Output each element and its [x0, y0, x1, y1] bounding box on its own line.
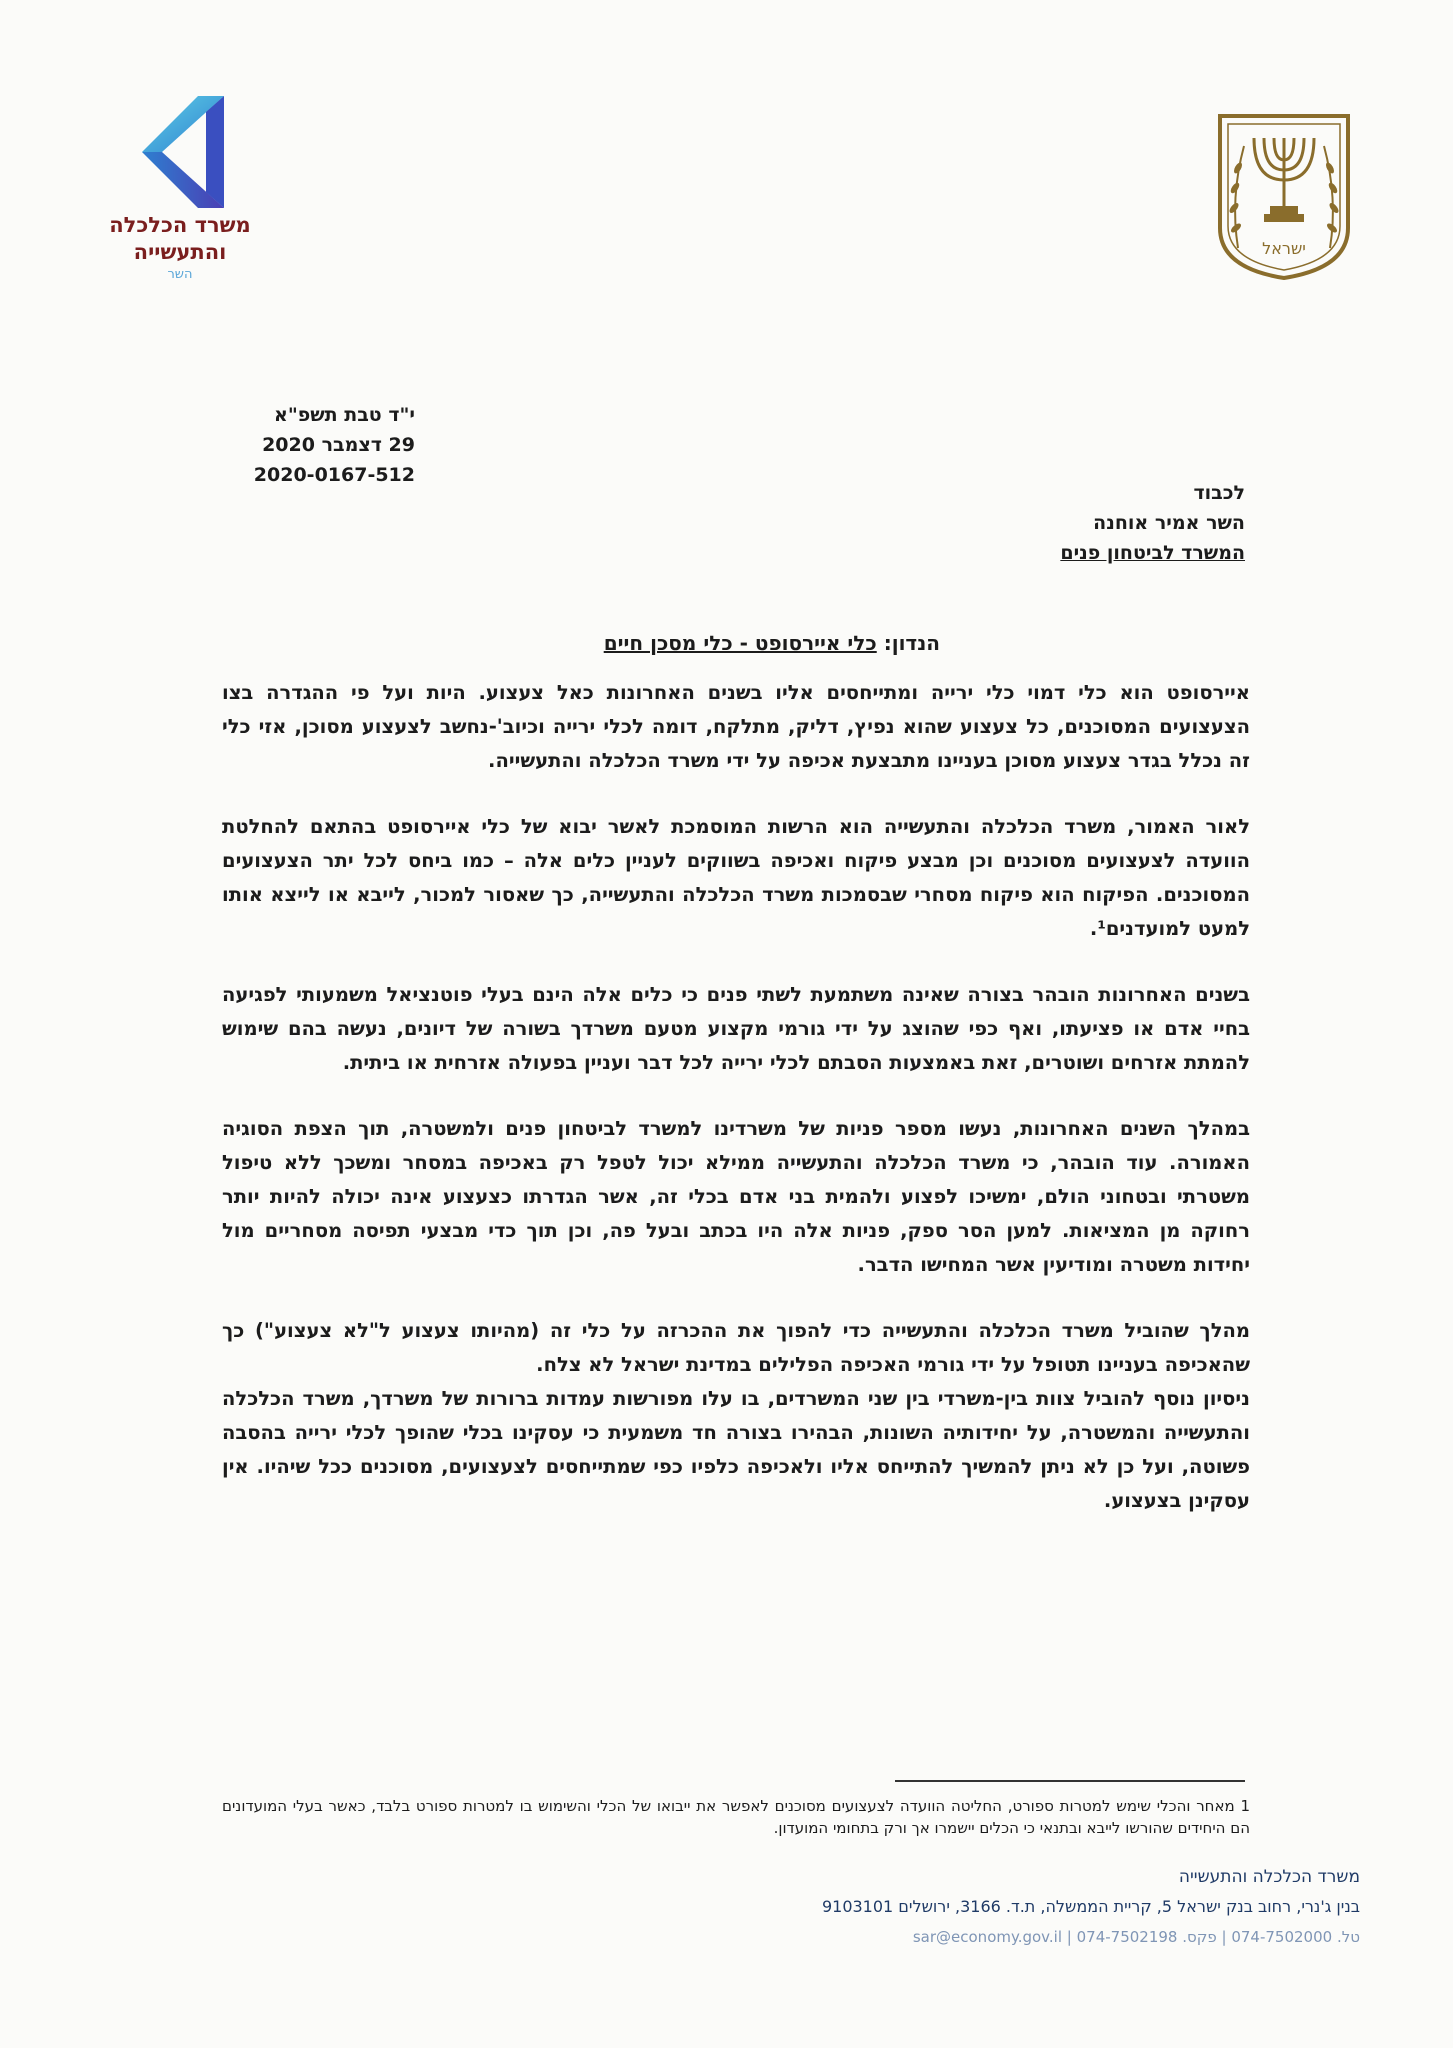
ministry-logo	[100, 92, 260, 284]
footer-address: בנין ג'נרי, רחוב בנק ישראל 5, קריית הממשלה, ת.ד. 3166, ירושלים 9103101	[821, 1897, 1360, 1916]
subject-label: הנדון:	[883, 631, 940, 655]
subject-line	[300, 628, 940, 658]
recipient-office: המשרד לביטחון פנים	[1060, 542, 1245, 564]
body-paragraph: בשנים האחרונות הובהר בצורה שאינה משתמעת לשתי פנים כי כלים אלה הינם בעלי פוטנציאל משמעותי לפגיעה בחיי אדם או פציעתו, ואף כפי שהוצג על ידי גורמי מקצוע מטעם משרדך בשורה של דיונים, נעשה בהם שימוש להמתת אזרחים ושוטרים, זאת באמצעות הסבתם לכלי ירייה לכל דבר ועניין בפעולה אזרחית או ביתית.	[222, 983, 1250, 1074]
ministry-role: השר	[167, 267, 193, 282]
letter-body	[222, 676, 1250, 1550]
letter-footer	[700, 1862, 1360, 1952]
emblem-inscription: ישראל	[1262, 239, 1306, 258]
date-block	[225, 400, 415, 490]
ministry-name-line2: והתעשייה	[133, 240, 227, 264]
state-emblem	[1212, 108, 1356, 282]
recipient-salutation: לכבוד	[1193, 482, 1245, 504]
body-paragraph: מהלך שהוביל משרד הכלכלה והתעשייה כדי להפוך את ההכרזה על כלי זה (מהיותו צעצוע ל"לא צעצוע") כך שהאכיפה בעניינו תטופל על ידי גורמי האכיפה הפלילים במדינת ישראל לא צלח.	[222, 1319, 1250, 1376]
recipient-name: השר אמיר אוחנה	[1093, 512, 1245, 534]
body-paragraph: איירסופט הוא כלי דמוי כלי ירייה ומתייחסים אליו בשנים האחרונות כאל צעצוע. היות ועל פי ההגדרה בצו הצעצועים המסוכנים, כל צעצוע שהוא נפיץ, דליק, מתלקח, דומה לכלי ירייה וכיוב'-נחשב לצעצוע מסוכן, אזי כלי זה נכלל בגדר צעצוע מסוכן בעניינו מתבצעת אכיפה על ידי משרד הכלכלה והתעשייה.	[222, 681, 1250, 772]
footnote: 1 מאחר והכלי שימש למטרות ספורט, החליטה הוועדה לצעצועים מסוכנים לאפשר את ייבואו של הכלי והשימוש בו למטרות ספורט בלבד, כאשר בעלי המועדונים הם היחידים שהורשו לייבא ובתנאי כי הכלים יישמרו אך ורק בתחומי המועדון.	[222, 1797, 1250, 1837]
ministry-triangle-logo-icon	[128, 92, 232, 212]
body-paragraph: ניסיון נוסף להוביל צוות בין-משרדי בין שני המשרדים, בו עלו מפורשות עמדות ברורות של משרדך, משרד הכלכלה והתעשייה והמשטרה, על יחידותיה השונות, הבהירו בצורה חד משמעית כי עסקינו בכלי שהופך לכלי ירייה בהסבה פשוטה, ועל כן לא ניתן להמשיך להתייחס אליו ולאכיפה כלפיו כפי שמתייחסים לצעצועים, מסוכנים ככל שיהיו. אין עסקינן בצעצוע.	[222, 1387, 1250, 1512]
hebrew-date: י"ד טבת תשפ"א	[274, 404, 415, 426]
body-paragraph: לאור האמור, משרד הכלכלה והתעשייה הוא הרשות המוסמכת לאשר יבוא של כלי איירסופט בהתאם להחלטת הוועדה לצעצועים מסוכנים וכן מבצע פיקוח ואכיפה בשווקים לעניין כלים אלה – כמו ביחס לכל יתר הצעצועים המסוכנים. הפיקוח הוא פיקוח מסחרי שבסמכות משרד הכלכלה והתעשייה, כך שאסור למכור, לייבא או לייצא אותו למעט למועדנים¹.	[222, 815, 1250, 940]
ministry-name-line1: משרד הכלכלה	[109, 213, 251, 237]
footnote-divider	[895, 1780, 1245, 1782]
gregorian-date: 29 דצמבר 2020	[262, 434, 415, 456]
footer-org-name: משרד הכלכלה והתעשייה	[1178, 1867, 1360, 1887]
recipient-block	[845, 478, 1245, 568]
subject-text: כלי איירסופט - כלי מסכן חיים	[603, 631, 877, 655]
menorah-emblem-icon	[1212, 108, 1356, 282]
reference-number: 2020-0167-512	[253, 464, 415, 486]
footer-contact: טל. 074-7502000 | פקס. 074-7502198 | sar@economy.gov.il	[912, 1928, 1360, 1946]
body-paragraph: במהלך השנים האחרונות, נעשו מספר פניות של משרדינו למשרד לביטחון פנים ולמשטרה, תוך הצפת הסוגיה האמורה. עוד הובהר, כי משרד הכלכלה והתעשייה ממילא יכול לטפל רק באכיפה במסחר ומשכך ללא טיפול משטרתי ובטחוני הולם, ימשיכו לפצוע ולהמית בני אדם בכלי זה, אשר הגדרתו כצעצוע אינה יכולה להיות יותר רחוקה מן המציאות. למען הסר ספק, פניות אלה היו בכתב ובעל פה, וכן תוך כדי מבצעי תפיסה מסחריים מול יחידות משטרה ומודיעין אשר המחישו הדבר.	[222, 1117, 1250, 1276]
